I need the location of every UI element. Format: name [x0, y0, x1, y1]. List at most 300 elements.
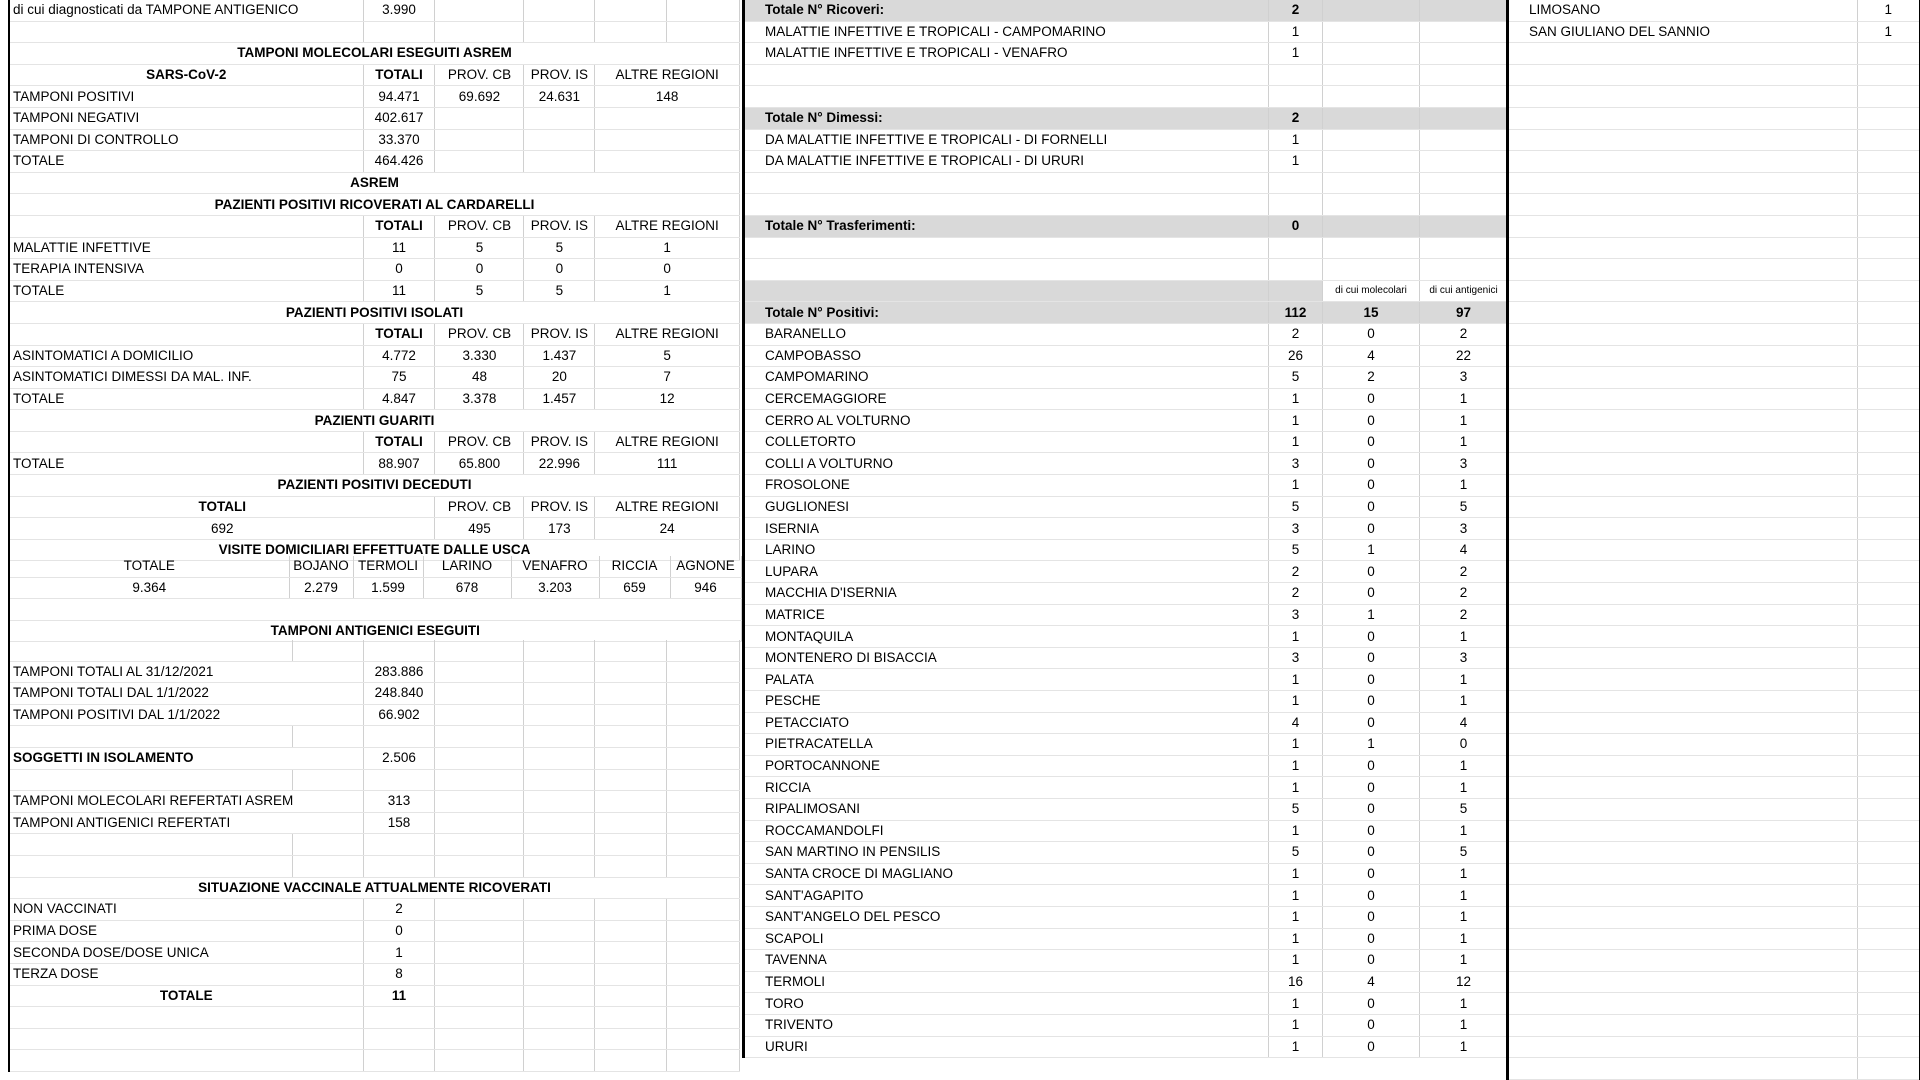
comune-count: 22 [1420, 345, 1508, 367]
table-row [9, 259, 740, 281]
row-value: 3.990 [363, 0, 435, 21]
comune-count: 1 [1420, 928, 1508, 950]
cell: 1 [595, 280, 740, 302]
comune-count: 1 [1269, 626, 1323, 648]
guariti-title: PAZIENTI GUARITI [9, 410, 740, 432]
table-row [9, 683, 740, 705]
comune-name: FROSOLONE [744, 475, 1269, 497]
comune-name: MACCHIA D'ISERNIA [744, 583, 1269, 605]
comune-count: 1 [1420, 626, 1508, 648]
col-header: ALTRE REGIONI [595, 64, 740, 86]
comune-count: 2 [1420, 323, 1508, 345]
table-row [9, 577, 741, 599]
comune-count: 0 [1323, 410, 1420, 432]
comune-count: 1 [1420, 410, 1508, 432]
comune-count: 1 [1420, 885, 1508, 907]
comune-row [744, 777, 1508, 799]
comune-count: 0 [1420, 734, 1508, 756]
table-row [9, 453, 740, 475]
comune-name: SANTA CROCE DI MAGLIANO [744, 863, 1269, 885]
cell: 0 [363, 920, 435, 942]
col-header: TERMOLI [353, 556, 423, 577]
comune-count: 1 [1269, 410, 1323, 432]
comune-row [744, 842, 1508, 864]
comune-count: 4 [1323, 345, 1420, 367]
comune-count: 5 [1269, 367, 1323, 389]
cell: 173 [524, 518, 595, 540]
cell: 111 [595, 453, 740, 475]
col-header: PROV. IS [524, 64, 595, 86]
comune-name: RIPALIMOSANI [744, 798, 1269, 820]
cell: 1.599 [353, 577, 423, 599]
col-header: TOTALI [363, 64, 435, 86]
comune-count: 1 [1269, 691, 1323, 713]
cell: 1 [363, 942, 435, 964]
cell: 94.471 [363, 86, 435, 108]
comune-count: 0 [1323, 453, 1420, 475]
comune-count: 5 [1420, 842, 1508, 864]
comune-name: PETACCIATO [744, 712, 1269, 734]
comune-count: 1 [1420, 691, 1508, 713]
cell: 402.617 [363, 107, 435, 129]
comune-count: 2 [1323, 367, 1420, 389]
comune-count: 3 [1269, 453, 1323, 475]
comune-count: 3 [1269, 604, 1323, 626]
comune-count: 1 [1269, 777, 1323, 799]
comune-name: GUGLIONESI [744, 496, 1269, 518]
antigenic-diagnosed-row [9, 0, 740, 21]
table-row [9, 367, 740, 389]
cell: 2.506 [363, 747, 435, 769]
comune-row [744, 388, 1508, 410]
table-row [744, 43, 1508, 65]
cell: 5 [435, 237, 524, 259]
cell: 659 [599, 577, 670, 599]
col-header: PROV. CB [435, 496, 524, 518]
cell: 3.330 [435, 345, 524, 367]
comune-name: PALATA [744, 669, 1269, 691]
comune-name: SAN GIULIANO DEL SANNIO [1508, 21, 1858, 43]
row-label: TOTALE [9, 985, 363, 1007]
comune-row [744, 885, 1508, 907]
cell: 66.902 [363, 704, 435, 726]
row-label: NON VACCINATI [9, 899, 363, 921]
positivi-label: Totale N° Positivi: [744, 302, 1269, 324]
positivi-antigenici: 97 [1420, 302, 1508, 324]
comune-count: 1 [1420, 1036, 1508, 1058]
cell: 9.364 [9, 577, 289, 599]
comune-count: 1 [1269, 928, 1323, 950]
cell: 5 [524, 280, 595, 302]
comune-row [744, 755, 1508, 777]
comune-row [744, 453, 1508, 475]
comune-count: 0 [1323, 691, 1420, 713]
cell: 0 [524, 259, 595, 281]
comune-count: 0 [1323, 561, 1420, 583]
table-row [744, 21, 1508, 43]
comune-count: 1 [1420, 431, 1508, 453]
comune-row [744, 518, 1508, 540]
comune-name: PESCHE [744, 691, 1269, 713]
comune-row [744, 583, 1508, 605]
comune-count: 1 [1269, 993, 1323, 1015]
comune-count: 16 [1269, 971, 1323, 993]
comune-count: 0 [1323, 1014, 1420, 1036]
cell: 313 [363, 791, 435, 813]
sub-header-molecolari: di cui molecolari [1323, 280, 1420, 302]
cell: 148 [595, 86, 740, 108]
comune-count: 1 [1420, 1014, 1508, 1036]
row-label: TAMPONI DI CONTROLLO [9, 129, 363, 151]
comune-row [744, 1014, 1508, 1036]
col-header: LARINO [423, 556, 511, 577]
comune-count: 3 [1269, 647, 1323, 669]
col-header: BOJANO [289, 556, 353, 577]
comune-count: 2 [1269, 583, 1323, 605]
table-row [9, 812, 740, 834]
cell: 1 [595, 237, 740, 259]
comune-name: CAMPOMARINO [744, 367, 1269, 389]
row-label: TAMPONI MOLECOLARI REFERTATI ASREM [9, 791, 363, 813]
row-label: DA MALATTIE INFETTIVE E TROPICALI - DI FORNELLI [744, 129, 1269, 151]
table-row [9, 661, 740, 683]
cell: 0 [595, 259, 740, 281]
antigenici-title: TAMPONI ANTIGENICI ESEGUITI [9, 620, 741, 642]
comune-row [744, 539, 1508, 561]
comune-count: 1 [1269, 820, 1323, 842]
comune-count: 1 [1269, 475, 1323, 497]
row-label: TAMPONI POSITIVI [9, 86, 363, 108]
comune-count: 5 [1269, 496, 1323, 518]
cell: 0 [363, 259, 435, 281]
comune-row [744, 345, 1508, 367]
cell: 20 [524, 367, 595, 389]
row-label: ASINTOMATICI A DOMICILIO [9, 345, 363, 367]
comune-name: CERCEMAGGIORE [744, 388, 1269, 410]
comune-count: 0 [1323, 1036, 1420, 1058]
deceduti-title: PAZIENTI POSITIVI DECEDUTI [9, 475, 740, 497]
cell: 1 [1269, 151, 1323, 173]
row-label: TAMPONI TOTALI DAL 1/1/2022 [9, 683, 363, 705]
molecolari-subtitle: SARS-CoV-2 [9, 64, 363, 86]
col-header: PROV. CB [435, 64, 524, 86]
comune-count: 2 [1269, 323, 1323, 345]
row-label: TOTALE [9, 388, 363, 410]
col-header: PROV. IS [524, 323, 595, 345]
comune-count: 1 [1420, 863, 1508, 885]
cell: 2 [363, 899, 435, 921]
cell: 33.370 [363, 129, 435, 151]
cell: 692 [9, 518, 435, 540]
cell: 88.907 [363, 453, 435, 475]
col-header: TOTALI [363, 323, 435, 345]
col-header: PROV. IS [524, 496, 595, 518]
comune-count: 4 [1269, 712, 1323, 734]
comune-row [744, 669, 1508, 691]
comune-row [744, 798, 1508, 820]
comune-count: 1 [1269, 863, 1323, 885]
comune-row [744, 691, 1508, 713]
comune-count: 1 [1420, 669, 1508, 691]
row-label: MALATTIE INFETTIVE E TROPICALI - CAMPOMARINO [744, 21, 1269, 43]
cell: 4.847 [363, 388, 435, 410]
row-label: TOTALE [9, 151, 363, 173]
comune-row [744, 410, 1508, 432]
comune-count: 0 [1323, 777, 1420, 799]
comune-count: 1 [1420, 755, 1508, 777]
comune-name: MONTAQUILA [744, 626, 1269, 648]
isolati-title: PAZIENTI POSITIVI ISOLATI [9, 302, 740, 324]
cell: 11 [363, 280, 435, 302]
comune-row [744, 561, 1508, 583]
comune-name: ROCCAMANDOLFI [744, 820, 1269, 842]
comune-count: 0 [1323, 518, 1420, 540]
comune-name: PORTOCANNONE [744, 755, 1269, 777]
comune-name: TAVENNA [744, 950, 1269, 972]
row-label: DA MALATTIE INFETTIVE E TROPICALI - DI URURI [744, 151, 1269, 173]
table-row [9, 388, 740, 410]
left-report-table [8, 0, 740, 561]
comune-count: 1 [1269, 755, 1323, 777]
comune-count: 4 [1420, 539, 1508, 561]
table-row [744, 129, 1508, 151]
comune-count: 1 [1858, 21, 1920, 43]
cell: 3.378 [435, 388, 524, 410]
comune-count: 1 [1269, 950, 1323, 972]
comune-count: 5 [1420, 496, 1508, 518]
comune-name: MATRICE [744, 604, 1269, 626]
comune-count: 0 [1323, 842, 1420, 864]
col-header: TOTALI [9, 496, 435, 518]
comune-count: 1 [1269, 734, 1323, 756]
comune-name: LIMOSANO [1508, 0, 1858, 21]
left-lower-table [8, 640, 740, 1072]
comune-name: SANT'AGAPITO [744, 885, 1269, 907]
cell: 1 [1269, 21, 1323, 43]
row-label: PRIMA DOSE [9, 920, 363, 942]
row-label: TAMPONI POSITIVI DAL 1/1/2022 [9, 704, 363, 726]
col-header: PROV. CB [435, 215, 524, 237]
comune-count: 0 [1323, 906, 1420, 928]
comune-count: 1 [1269, 1014, 1323, 1036]
comune-count: 26 [1269, 345, 1323, 367]
cell: 5 [595, 345, 740, 367]
comune-name: COLLI A VOLTURNO [744, 453, 1269, 475]
comune-count: 0 [1323, 431, 1420, 453]
table-row [9, 518, 740, 540]
cell: 11 [363, 237, 435, 259]
comune-count: 0 [1323, 475, 1420, 497]
comune-row [744, 323, 1508, 345]
cell: 248.840 [363, 683, 435, 705]
cell: 5 [435, 280, 524, 302]
comune-name: SAN MARTINO IN PENSILIS [744, 842, 1269, 864]
comune-count: 5 [1420, 798, 1508, 820]
cell: 24.631 [524, 86, 595, 108]
comune-name: LUPARA [744, 561, 1269, 583]
col-header: PROV. IS [524, 215, 595, 237]
row-label: ASINTOMATICI DIMESSI DA MAL. INF. [9, 367, 363, 389]
comune-name: TORO [744, 993, 1269, 1015]
comune-count: 3 [1420, 518, 1508, 540]
comune-count: 1 [1323, 734, 1420, 756]
col-header: AGNONE [670, 556, 741, 577]
cell: 3.203 [511, 577, 599, 599]
comune-name: URURI [744, 1036, 1269, 1058]
comune-count: 0 [1323, 950, 1420, 972]
comune-count: 3 [1420, 367, 1508, 389]
comune-count: 0 [1323, 388, 1420, 410]
table-row [9, 107, 740, 129]
col-header: PROV. CB [435, 431, 524, 453]
comune-count: 3 [1269, 518, 1323, 540]
row-label: TOTALE [9, 453, 363, 475]
comune-count: 0 [1323, 712, 1420, 734]
table-row [9, 747, 740, 769]
comune-row [744, 928, 1508, 950]
table-row [9, 129, 740, 151]
cell: 1 [1269, 129, 1323, 151]
usca-title: VISITE DOMICILIARI EFFETTUATE DALLE USCA [9, 539, 740, 561]
comune-count: 1 [1420, 950, 1508, 972]
comune-count: 5 [1269, 539, 1323, 561]
comune-row [744, 712, 1508, 734]
ricoveri-value: 2 [1269, 0, 1323, 21]
row-label: di cui diagnosticati da TAMPONE ANTIGENICO [9, 0, 363, 21]
comune-name: RICCIA [744, 777, 1269, 799]
comune-count: 0 [1323, 928, 1420, 950]
comune-row [744, 863, 1508, 885]
table-row [9, 899, 740, 921]
trasferimenti-value: 0 [1269, 215, 1323, 237]
row-label: SECONDA DOSE/DOSE UNICA [9, 942, 363, 964]
cell: 283.886 [363, 661, 435, 683]
sub-header-antigenici: di cui antigenici [1420, 280, 1508, 302]
comune-count: 2 [1420, 561, 1508, 583]
table-row [9, 920, 740, 942]
comune-count: 1 [1420, 777, 1508, 799]
col-header: RICCIA [599, 556, 670, 577]
comune-count: 0 [1323, 647, 1420, 669]
table-row [9, 345, 740, 367]
trasferimenti-label: Totale N° Trasferimenti: [744, 215, 1269, 237]
comune-row [744, 734, 1508, 756]
comune-name: MONTENERO DI BISACCIA [744, 647, 1269, 669]
cell: 75 [363, 367, 435, 389]
comune-name: SCAPOLI [744, 928, 1269, 950]
comune-row [744, 993, 1508, 1015]
row-label: TAMPONI NEGATIVI [9, 107, 363, 129]
comune-name: CAMPOBASSO [744, 345, 1269, 367]
row-label: TERAPIA INTENSIVA [9, 259, 363, 281]
comune-name: BARANELLO [744, 323, 1269, 345]
right-report-table [1506, 0, 1920, 1080]
comune-count: 0 [1323, 323, 1420, 345]
comune-count: 1 [1269, 885, 1323, 907]
comune-name: SANT'ANGELO DEL PESCO [744, 906, 1269, 928]
vaccinale-title: SITUAZIONE VACCINALE ATTUALMENTE RICOVERATI [9, 877, 740, 899]
comune-name: ISERNIA [744, 518, 1269, 540]
comune-count: 1 [1323, 604, 1420, 626]
comune-count: 0 [1323, 820, 1420, 842]
table-row [9, 985, 740, 1007]
comune-count: 1 [1420, 820, 1508, 842]
cell: 495 [435, 518, 524, 540]
comune-count: 2 [1269, 561, 1323, 583]
table-row [9, 942, 740, 964]
cell: 678 [423, 577, 511, 599]
comune-name: PIETRACATELLA [744, 734, 1269, 756]
col-header: ALTRE REGIONI [595, 323, 740, 345]
comune-name: COLLETORTO [744, 431, 1269, 453]
table-row [744, 151, 1508, 173]
comune-count: 3 [1420, 453, 1508, 475]
comune-count: 1 [1323, 539, 1420, 561]
comune-row [744, 906, 1508, 928]
comune-count: 0 [1323, 496, 1420, 518]
comune-row [744, 475, 1508, 497]
comune-count: 1 [1269, 388, 1323, 410]
row-label: TAMPONI TOTALI AL 31/12/2021 [9, 661, 363, 683]
cell: 24 [595, 518, 740, 540]
cell: 946 [670, 577, 741, 599]
middle-report-table [742, 0, 1508, 1058]
cell: 1 [1269, 43, 1323, 65]
comune-count: 2 [1420, 604, 1508, 626]
comune-count: 0 [1323, 755, 1420, 777]
comune-row [744, 1036, 1508, 1058]
comune-count: 0 [1323, 863, 1420, 885]
col-header: ALTRE REGIONI [595, 496, 740, 518]
ricoveri-label: Totale N° Ricoveri: [744, 0, 1269, 21]
comune-row [744, 496, 1508, 518]
ricoverati-title: PAZIENTI POSITIVI RICOVERATI AL CARDARELLI [9, 194, 740, 216]
table-row [9, 237, 740, 259]
comune-name: LARINO [744, 539, 1269, 561]
comune-count: 5 [1269, 842, 1323, 864]
comune-count: 0 [1323, 583, 1420, 605]
row-label: TAMPONI ANTIGENICI REFERTATI [9, 812, 363, 834]
comune-row [744, 604, 1508, 626]
comune-row [744, 647, 1508, 669]
table-row [9, 151, 740, 173]
comune-count: 1 [1269, 1036, 1323, 1058]
col-header: TOTALE [9, 556, 289, 577]
col-header: VENAFRO [511, 556, 599, 577]
cell: 48 [435, 367, 524, 389]
comune-count: 0 [1323, 626, 1420, 648]
row-label: SOGGETTI IN ISOLAMENTO [9, 747, 363, 769]
cell: 158 [363, 812, 435, 834]
cell: 7 [595, 367, 740, 389]
cell: 11 [363, 985, 435, 1007]
comune-row [1508, 21, 1920, 43]
comune-count: 1 [1420, 388, 1508, 410]
comune-count: 12 [1420, 971, 1508, 993]
comune-count: 1 [1420, 993, 1508, 1015]
cell: 12 [595, 388, 740, 410]
comune-count: 4 [1323, 971, 1420, 993]
comune-count: 3 [1420, 647, 1508, 669]
comune-row [744, 431, 1508, 453]
cell: 4.772 [363, 345, 435, 367]
cell: 1.437 [524, 345, 595, 367]
col-header: PROV. IS [524, 431, 595, 453]
comune-count: 1 [1269, 906, 1323, 928]
comune-count: 1 [1858, 0, 1920, 21]
table-row [9, 280, 740, 302]
positivi-molecolari: 15 [1323, 302, 1420, 324]
